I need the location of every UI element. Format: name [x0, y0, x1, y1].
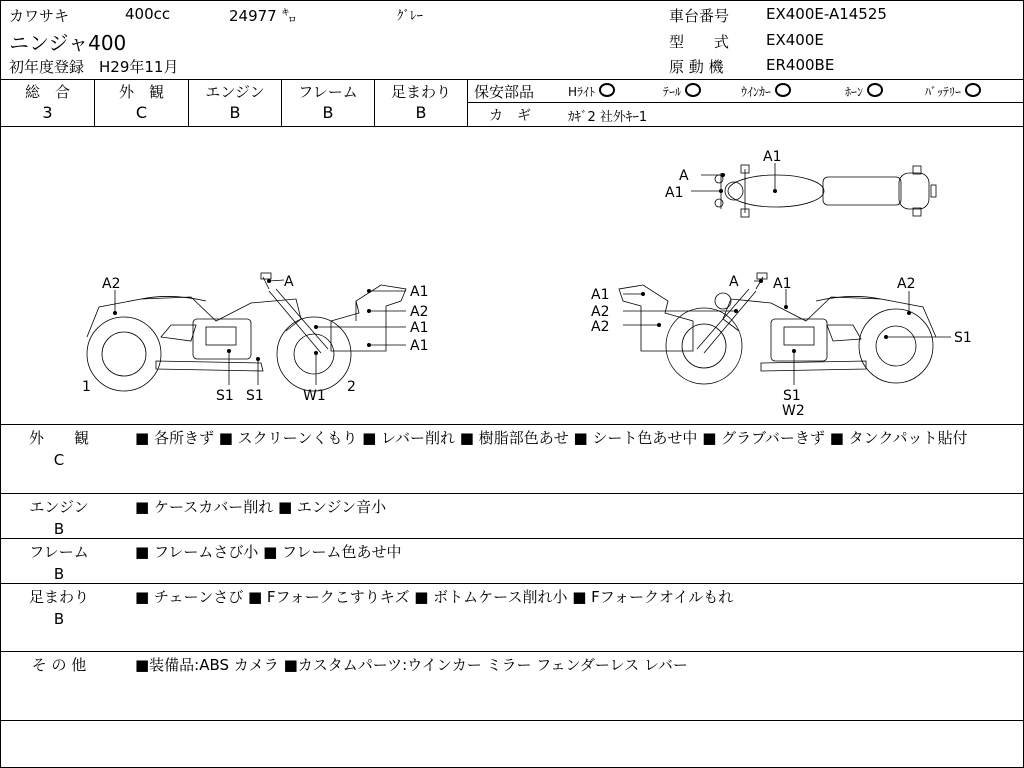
maker: カワサキ — [9, 7, 70, 25]
damage-code: S1 — [954, 330, 972, 346]
damage-code: W2 — [782, 403, 805, 419]
left-view-bike — [87, 273, 406, 391]
comment-text-exterior: ■ 各所きず ■ スクリーンくもり ■ レバー削れ ■ 樹脂部色あせ ■ シート色あせ中 ■ グラブバーきず ■ タンクパット貼付 — [135, 429, 968, 447]
comment-text-suspension: ■ チェーンさび ■ Fフォークこすりキズ ■ ボトムケース削れ小 ■ Fフォークオイルもれ — [135, 588, 734, 606]
key-value: ｶｷﾞ2 社外ｷｰ1 — [568, 110, 648, 125]
displacement: 400cc — [125, 5, 171, 23]
damage-code: S1 — [246, 388, 264, 404]
damage-code: A — [729, 274, 739, 290]
chassis-label: 車台番号 — [669, 7, 730, 25]
safety-item-tail: ﾃｰﾙ — [663, 83, 701, 100]
damage-diagram — [1, 127, 1023, 424]
overall-grade-label: 総 合 — [24, 83, 70, 101]
suspension-grade-value: B — [415, 103, 427, 122]
mileage: 24977 ㌔ — [229, 7, 297, 25]
damage-code: A1 — [410, 320, 429, 336]
comment-label-engine: エンジン B — [29, 498, 89, 538]
ok-mark-icon — [685, 83, 701, 97]
damage-code: A2 — [102, 276, 121, 292]
top-view-bike — [715, 165, 936, 217]
registration-label: 初年度登録 — [9, 58, 85, 76]
frame-grade-label: フレーム — [298, 83, 358, 101]
damage-code: A — [284, 274, 294, 290]
view-number: 1 — [82, 379, 91, 395]
color: ｸﾞﾚｰ — [397, 9, 423, 24]
ok-mark-icon — [775, 83, 791, 97]
safety-item-battery: ﾊﾞｯﾃﾘｰ — [925, 83, 981, 100]
damage-code: A1 — [773, 276, 792, 292]
type-value: EX400E — [766, 31, 824, 49]
overall-grade-value: 3 — [42, 103, 53, 122]
comment-text-engine: ■ ケースカバー削れ ■ エンジン音小 — [135, 498, 387, 516]
view-number: 2 — [347, 379, 356, 395]
exterior-grade-label: 外 観 — [118, 83, 164, 101]
ok-mark-icon — [599, 83, 615, 97]
damage-code: A2 — [591, 319, 610, 335]
damage-code: A1 — [591, 287, 610, 303]
comment-label-other: そ の 他 — [31, 656, 87, 674]
safety-item-winker: ｳｲﾝｶｰ — [741, 83, 791, 100]
exterior-grade-value: C — [135, 103, 148, 122]
damage-code: A2 — [897, 276, 916, 292]
damage-code: A1 — [665, 185, 684, 201]
comment-text-frame: ■ フレームさび小 ■ フレーム色あせ中 — [135, 543, 402, 561]
safety-item-horn: ﾎｰﾝ — [845, 83, 883, 100]
damage-code: A — [679, 168, 689, 184]
damage-code: W1 — [303, 388, 326, 404]
engine-model-label: 原 動 機 — [669, 58, 724, 76]
suspension-grade-label: 足まわり — [390, 83, 451, 101]
damage-code: A1 — [410, 284, 429, 300]
comment-label-suspension: 足まわり B — [28, 588, 89, 628]
damage-code: A1 — [763, 149, 782, 165]
comment-text-other: ■装備品:ABS カメラ ■カスタムパーツ:ウインカー ミラー フェンダーレス レバー — [135, 656, 688, 674]
chassis-value: EX400E-A14525 — [766, 5, 887, 23]
safety-item-headlight: Hﾗｲﾄ — [568, 83, 615, 100]
key-label: カ ギ — [489, 108, 531, 124]
comment-label-exterior: 外 観 C — [28, 429, 89, 469]
frame-grade-value: B — [322, 103, 334, 122]
damage-code: A1 — [410, 338, 429, 354]
type-label: 型 式 — [669, 33, 730, 51]
engine-model-value: ER400BE — [766, 56, 835, 74]
ok-mark-icon — [965, 83, 981, 97]
engine-grade-value: B — [229, 103, 241, 122]
damage-code: S1 — [783, 388, 801, 404]
damage-code: A2 — [410, 304, 429, 320]
registration-value: H29年11月 — [99, 58, 179, 76]
safety-label: 保安部品 — [474, 83, 535, 101]
damage-code: S1 — [216, 388, 234, 404]
comment-label-frame: フレーム B — [29, 543, 89, 583]
model-name: ニンジャ400 — [9, 31, 127, 55]
ok-mark-icon — [867, 83, 883, 97]
engine-grade-label: エンジン — [205, 83, 265, 101]
damage-code: A2 — [591, 304, 610, 320]
